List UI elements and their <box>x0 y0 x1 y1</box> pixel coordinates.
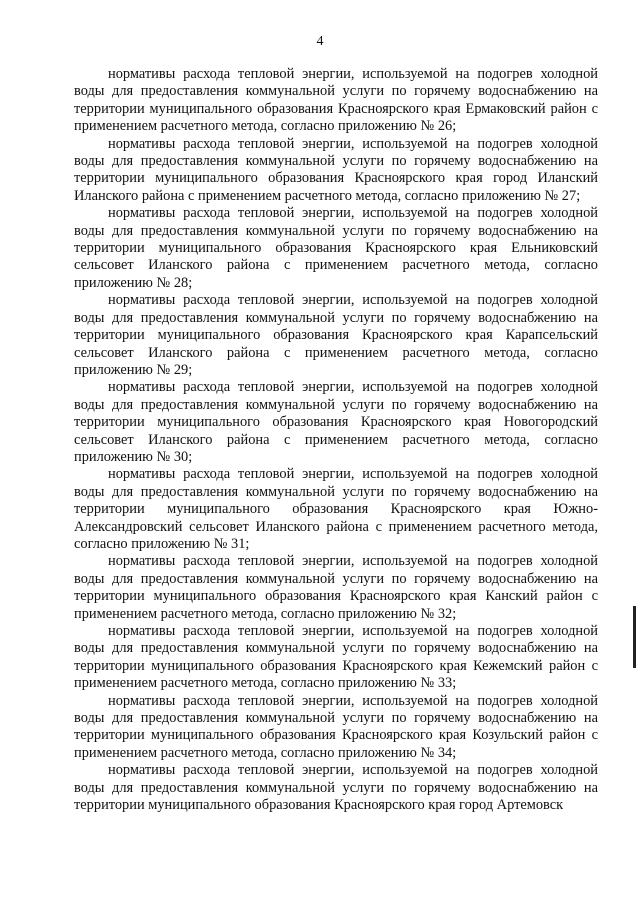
paragraph: нормативы расхода тепловой энергии, используемой на подогрев холодной воды для предоставления коммунальной услуги по горячему водоснабжению на территории муниципального образования Красноярского края Ермаковский район с применением расчетного метода, согласно приложению № 26; <box>74 66 598 135</box>
paragraph: нормативы расхода тепловой энергии, используемой на подогрев холодной воды для предоставления коммунальной услуги по горячему водоснабжению на территории муниципального образования Красноярского края Козульский район с применением расчетного метода, согласно приложению № 34; <box>74 692 598 761</box>
paragraph: нормативы расхода тепловой энергии, используемой на подогрев холодной воды для предоставления коммунальной услуги по горячему водоснабжению на территории муниципального образования Красноярского края Карапсельский сельсовет Иланского района с применением расчетного метода, согласно приложению № 29; <box>74 292 598 378</box>
document-body <box>74 66 598 814</box>
scan-edge-mark <box>633 606 636 668</box>
paragraph: нормативы расхода тепловой энергии, используемой на подогрев холодной воды для предоставления коммунальной услуги по горячему водоснабжению на территории муниципального образования Красноярского края Канский район с применением расчетного метода, согласно приложению № 32; <box>74 553 598 622</box>
paragraph: нормативы расхода тепловой энергии, используемой на подогрев холодной воды для предоставления коммунальной услуги по горячему водоснабжению на территории муниципального образования Красноярского края город Артемовск <box>74 762 598 814</box>
paragraph: нормативы расхода тепловой энергии, используемой на подогрев холодной воды для предоставления коммунальной услуги по горячему водоснабжению на территории муниципального образования Красноярского края Южно-Александровский сельсовет Иланского района с применением расчетного метода, согласно приложению № 31; <box>74 466 598 552</box>
paragraph: нормативы расхода тепловой энергии, используемой на подогрев холодной воды для предоставления коммунальной услуги по горячему водоснабжению на территории муниципального образования Красноярского края Новогородский сельсовет Иланского района с применением расчетного метода, согласно приложению № 30; <box>74 379 598 465</box>
paragraph: нормативы расхода тепловой энергии, используемой на подогрев холодной воды для предоставления коммунальной услуги по горячему водоснабжению на территории муниципального образования Красноярского края Ельниковский сельсовет Иланского района с применением расчетного метода, согласно приложению № 28; <box>74 205 598 291</box>
paragraph: нормативы расхода тепловой энергии, используемой на подогрев холодной воды для предоставления коммунальной услуги по горячему водоснабжению на территории муниципального образования Красноярского края город Иланский Иланского района с применением расчетного метода, согласно приложению № 27; <box>74 135 598 204</box>
page-number: 4 <box>316 34 324 49</box>
paragraph: нормативы расхода тепловой энергии, используемой на подогрев холодной воды для предоставления коммунальной услуги по горячему водоснабжению на территории муниципального образования Красноярского края Кежемский район с применением расчетного метода, согласно приложению № 33; <box>74 623 598 692</box>
